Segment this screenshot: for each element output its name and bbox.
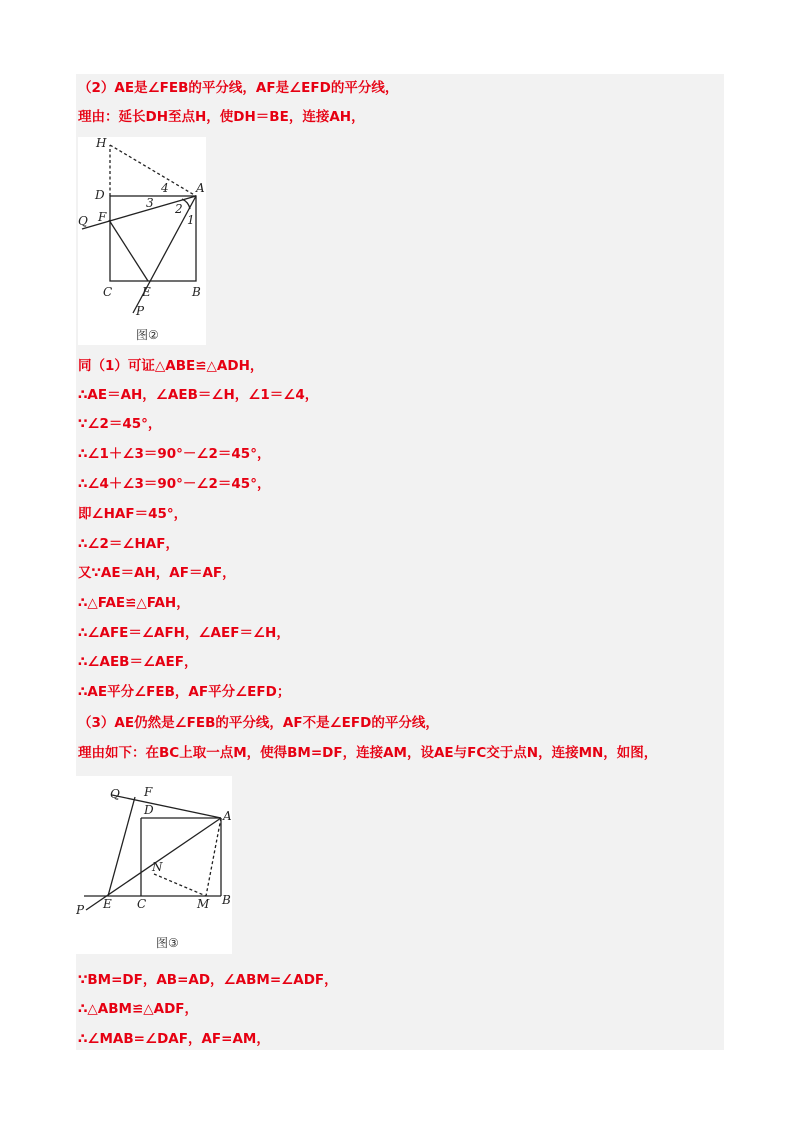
segment-ha [110,145,196,196]
label-f: F [98,210,107,224]
text-line: 理由：延长DH至点H，使DH＝BE，连接AH， [78,109,365,125]
text-line: ∵∠2＝45°， [78,416,162,432]
segment-am [206,818,221,896]
figure-3-caption: 图③ [156,936,179,950]
label-e: E [103,897,112,911]
label-c: C [103,285,113,299]
label-p: P [76,903,85,917]
text-line: ∴∠4＋∠3＝90°－∠2＝45°， [78,476,271,492]
segment-nm [154,874,206,896]
label-q: Q [78,214,88,228]
label-p: P [136,304,145,318]
text-line: ∵BM=DF，AB=AD，∠ABM=∠ADF， [78,972,338,988]
text-line: ∴AE＝AH，∠AEB＝∠H，∠1＝∠4， [78,387,319,403]
text-line: ∴∠2＝∠HAF， [78,536,179,552]
text-line: ∴△FAE≌△FAH， [78,595,190,611]
label-d: D [95,188,105,202]
text-line: 又∵AE＝AH，AF＝AF， [78,565,236,581]
text-line: 即∠HAF＝45°， [78,506,188,522]
label-b: B [222,893,231,907]
segment-fe [109,220,148,281]
text-line: ∴∠AEB＝∠AEF， [78,654,198,670]
label-angle-4: 4 [161,181,169,195]
label-q: Q [110,787,120,801]
label-n: N [152,860,163,874]
label-b: B [192,285,201,299]
text-line: ∴AE平分∠FEB，AF平分∠EFD； [78,684,291,700]
label-a: A [223,809,232,823]
label-c: C [137,897,147,911]
label-h: H [96,137,107,150]
text-line: 同（1）可证△ABE≌△ADH， [78,358,264,374]
label-angle-2: 2 [175,202,183,216]
text-line: （3）AE仍然是∠FEB的平分线，AF不是∠EFD的平分线， [78,715,439,731]
text-line: ∴△ABM≌△ADF， [78,1001,199,1017]
label-a: A [196,181,205,195]
angle-arc [182,199,190,209]
figure-2-caption: 图② [136,328,159,342]
text-line: （2）AE是∠FEB的平分线，AF是∠EFD的平分线， [78,80,399,96]
text-line: ∴∠1＋∠3＝90°－∠2＝45°， [78,446,271,462]
label-d: D [144,803,154,817]
label-f: F [144,785,153,799]
label-e: E [142,285,151,299]
text-line: ∴∠AFE＝∠AFH，∠AEF＝∠H， [78,625,290,641]
label-angle-3: 3 [146,196,154,210]
segment-fe [108,797,135,896]
text-line: 理由如下：在BC上取一点M，使得BM=DF，连接AM，设AE与FC交于点N，连接MN，如图， [78,745,658,761]
line-qfa [112,795,221,818]
label-m: M [197,897,210,911]
figure-2 [78,137,206,345]
label-angle-1: 1 [187,213,195,227]
figure-3 [76,776,232,954]
text-line: ∴∠MAB=∠DAF，AF=AM， [78,1031,270,1047]
